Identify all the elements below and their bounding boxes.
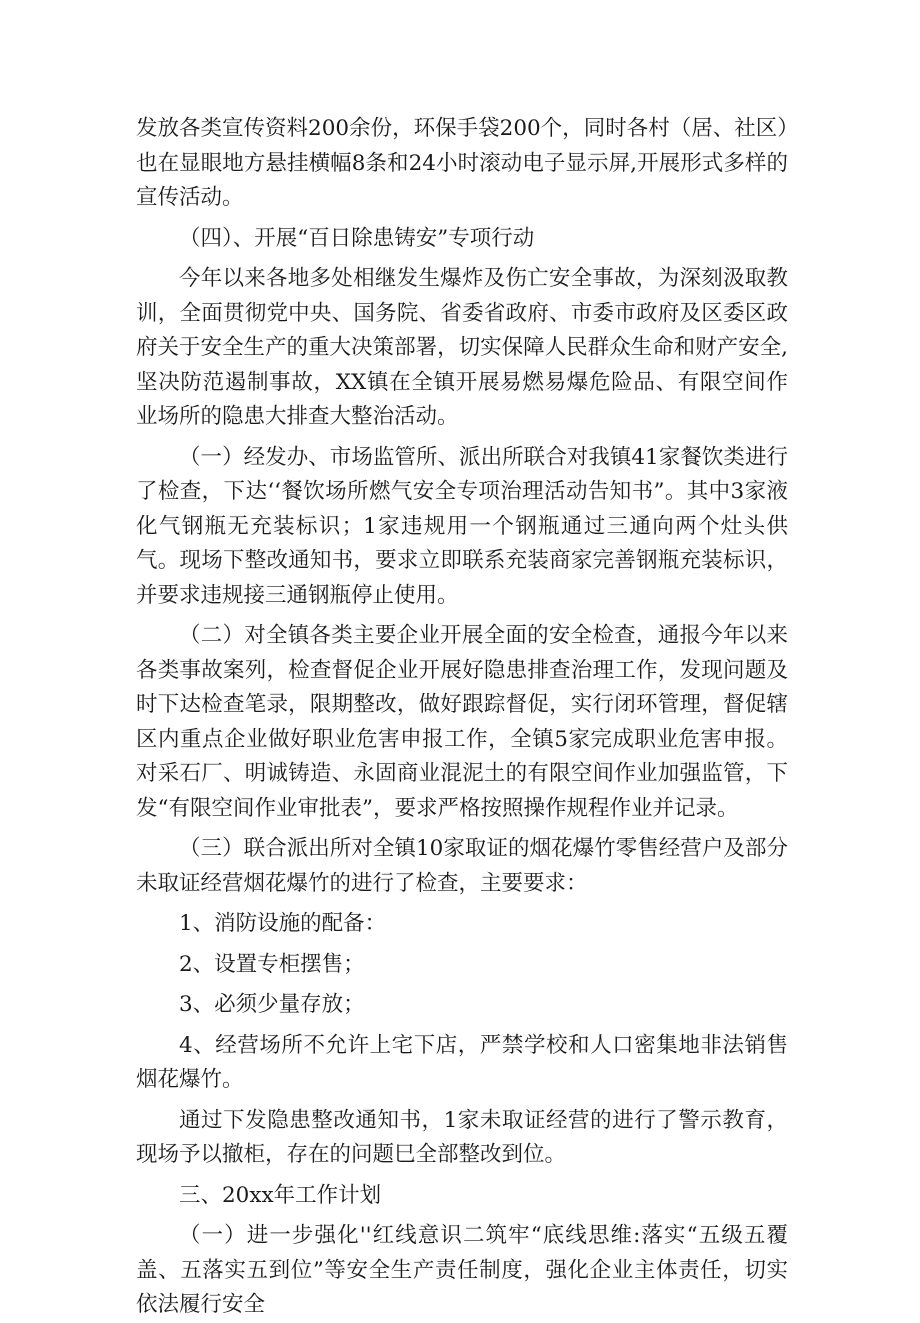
- list-item-1: 1、消防设施的配备：: [179, 911, 387, 936]
- paragraph-campaign-intro: 今年以来各地多处相继发生爆炸及伤亡安全事故，为深刻汲取教训，全面贯彻党中央、国务院、省委省政府、市委市政府及区委区政府关于安全生产的重大决策部署，切实保障人民群众生命和财产安全,坚决防范遏制事故，XX镇在全镇开展易燃易爆危险品、有限空间作业场所的隐患大排查大整治活动。: [136, 266, 788, 429]
- paragraph-item-one: （一）经发办、市场监管所、派出所联合对我镇41家餐饮类进行了检查，下达‘‘餐饮场所燃气安全专项治理活动告知书”。其中3家液化气钢瓶无充装标识；1家违规用一个钢瓶通过三通向两个灶头供气。现场下整改通知书，要求立即联系充装商家完善钢瓶充装标识，并要求违规接三通钢瓶停止使用。: [136, 444, 788, 608]
- paragraph-publicity-materials: 发放各类宣传资料200余份，环保手袋200个，同时各村（居、社区）也在显眼地方悬挂横幅8条和24小时滚动电子显示屏,开展形式多样的宣传活动。: [136, 116, 788, 210]
- list-item-2: 2、设置专柜摆售；: [179, 951, 365, 977]
- list-item-4: 4、经营场所不允许上宅下店，严禁学校和人口密集地非法销售烟花爆竹。: [136, 1032, 788, 1092]
- paragraph-rectification-result: 通过下发隐患整改通知书，1家未取证经营的进行了警示教育，现场予以撤柜，存在的问题巳全部整改到位。: [136, 1107, 788, 1167]
- section-heading-four: （四）、开展“百日除患铸安”专项行动: [179, 225, 535, 251]
- document-page: [136, 112, 788, 1323]
- section-heading-work-plan: 三、20xx年工作计划: [179, 1182, 382, 1208]
- paragraph-item-three: （三）联合派出所对全镇10家取证的烟花爆竹零售经营户及部分未取证经营烟花爆竹的进行了检查，主要要求：: [136, 836, 788, 896]
- list-item-3: 3、必须少量存放；: [179, 992, 365, 1017]
- paragraph-plan-item-one: （一）进一步强化''红线意识二筑牢“底线思维:落实“五级五覆盖、五落实五到位”等安全生产责任制度，强化企业主体责任，切实依法履行安全: [136, 1223, 788, 1317]
- paragraph-item-two: （二）对全镇各类主要企业开展全面的安全检查，通报今年以来各类事故案列，检查督促企业开展好隐患排查治理工作，发现问题及时下达检查笔录，限期整改，做好跟踪督促，实行闭环管理，督促辖区内重点企业做好职业危害申报工作，全镇5家完成职业危害申报。对采石厂、明诚铸造、永固商业混泥土的有限空间作业加强监管，下发“有限空间作业审批表”，要求严格按照操作规程作业并记录。: [136, 623, 788, 821]
